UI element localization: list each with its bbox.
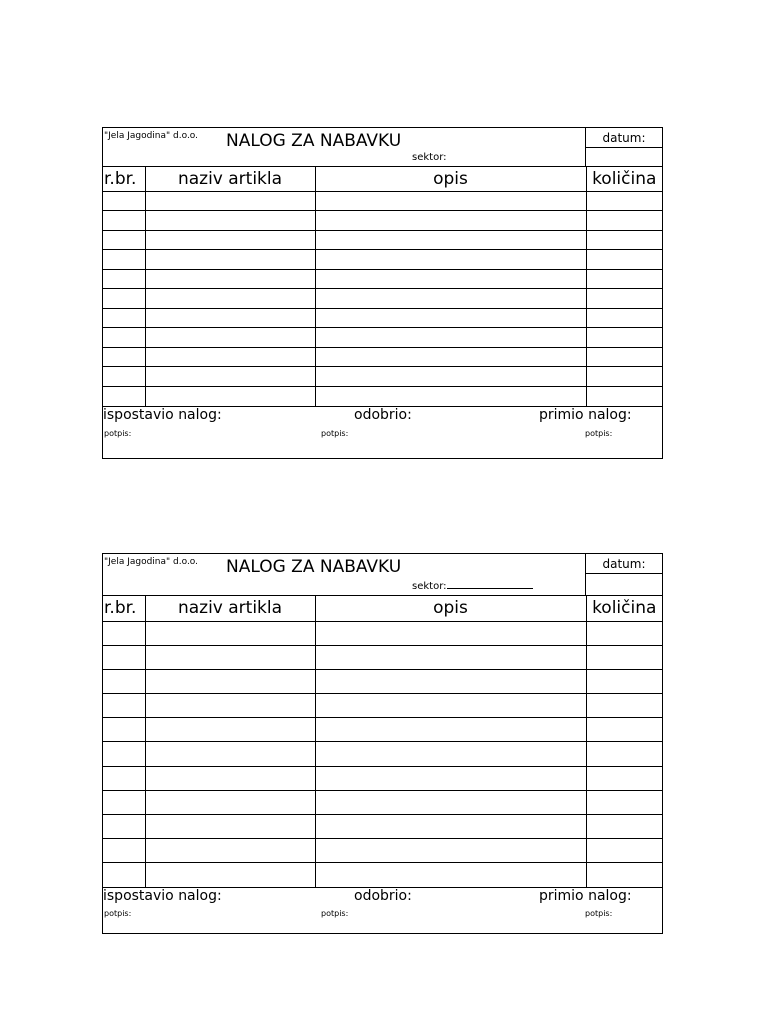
cell-naziv-artikla[interactable] (145, 230, 315, 250)
company-name: "Jela Jagodina" d.o.o. (104, 131, 199, 141)
cell-kolicina[interactable] (586, 328, 662, 348)
table-row (103, 386, 662, 406)
cell-kolicina[interactable] (586, 863, 662, 887)
cell-rbr[interactable] (103, 621, 145, 645)
items-table (103, 167, 662, 406)
cell-opis[interactable] (315, 766, 586, 790)
sektor-field[interactable] (412, 152, 447, 163)
datum-field[interactable] (586, 574, 662, 594)
datum-box (585, 128, 662, 166)
cell-kolicina[interactable] (586, 790, 662, 814)
potpis-label[interactable]: potpis: (321, 909, 349, 919)
cell-opis[interactable] (315, 367, 586, 387)
datum-label: datum: (586, 128, 662, 148)
cell-rbr[interactable] (103, 308, 145, 328)
cell-naziv-artikla[interactable] (145, 839, 315, 863)
potpis-label[interactable]: potpis: (585, 909, 613, 919)
col-header-rbr: r.br. (103, 167, 145, 191)
table-row (103, 718, 662, 742)
items-table (103, 596, 662, 887)
cell-naziv-artikla[interactable] (145, 621, 315, 645)
cell-rbr[interactable] (103, 863, 145, 887)
potpis-label[interactable]: potpis: (321, 428, 349, 438)
cell-kolicina[interactable] (586, 742, 662, 766)
signature-label-primio: primio nalog: (539, 406, 632, 423)
cell-kolicina[interactable] (586, 289, 662, 309)
cell-naziv-artikla[interactable] (145, 742, 315, 766)
purchase-order-form-1 (102, 127, 663, 459)
cell-naziv-artikla[interactable] (145, 694, 315, 718)
cell-naziv-artikla[interactable] (145, 669, 315, 693)
cell-kolicina[interactable] (586, 308, 662, 328)
cell-naziv-artikla[interactable] (145, 367, 315, 387)
table-row (103, 230, 662, 250)
table-row (103, 347, 662, 367)
potpis-label[interactable]: potpis: (104, 909, 132, 919)
cell-opis[interactable] (315, 621, 586, 645)
form-header (103, 554, 662, 596)
table-row (103, 742, 662, 766)
cell-naziv-artikla[interactable] (145, 191, 315, 211)
table-row (103, 328, 662, 348)
cell-opis[interactable] (315, 645, 586, 669)
cell-kolicina[interactable] (586, 347, 662, 367)
sektor-label: sektor: (412, 152, 447, 163)
cell-kolicina[interactable] (586, 645, 662, 669)
table-row (103, 863, 662, 887)
table-row (103, 269, 662, 289)
signature-label-ispostavio: ispostavio nalog: (103, 406, 222, 423)
table-row (103, 839, 662, 863)
cell-opis[interactable] (315, 718, 586, 742)
cell-kolicina[interactable] (586, 230, 662, 250)
potpis-label[interactable]: potpis: (585, 428, 613, 438)
cell-opis[interactable] (315, 347, 586, 367)
cell-kolicina[interactable] (586, 621, 662, 645)
cell-rbr[interactable] (103, 766, 145, 790)
table-row (103, 367, 662, 387)
cell-opis[interactable] (315, 308, 586, 328)
col-header-rbr: r.br. (103, 596, 145, 621)
cell-naziv-artikla[interactable] (145, 863, 315, 887)
col-header-opis: opis (315, 596, 586, 621)
table-row (103, 766, 662, 790)
cell-opis[interactable] (315, 386, 586, 406)
col-header-kolicina: količina (586, 167, 662, 191)
cell-opis[interactable] (315, 790, 586, 814)
cell-kolicina[interactable] (586, 269, 662, 289)
cell-kolicina[interactable] (586, 669, 662, 693)
table-row (103, 191, 662, 211)
cell-naziv-artikla[interactable] (145, 289, 315, 309)
cell-naziv-artikla[interactable] (145, 790, 315, 814)
cell-rbr[interactable] (103, 230, 145, 250)
col-header-opis: opis (315, 167, 586, 191)
cell-opis[interactable] (315, 191, 586, 211)
cell-rbr[interactable] (103, 742, 145, 766)
table-body (103, 191, 662, 406)
datum-label: datum: (586, 554, 662, 574)
sektor-label: sektor: (412, 581, 447, 592)
col-header-naziv-artikla: naziv artikla (145, 596, 315, 621)
signature-label-odobrio: odobrio: (354, 888, 412, 905)
company-name: "Jela Jagodina" d.o.o. (104, 557, 199, 567)
cell-naziv-artikla[interactable] (145, 645, 315, 669)
cell-kolicina[interactable] (586, 211, 662, 231)
signature-label-primio: primio nalog: (539, 888, 632, 905)
form-title: NALOG ZA NABAVKU (226, 557, 402, 577)
table-header-row (103, 596, 662, 621)
cell-rbr[interactable] (103, 815, 145, 839)
form-title: NALOG ZA NABAVKU (226, 131, 402, 151)
purchase-order-form-2 (102, 553, 663, 934)
cell-rbr[interactable] (103, 250, 145, 270)
cell-kolicina[interactable] (586, 839, 662, 863)
form-header (103, 128, 662, 167)
cell-naziv-artikla[interactable] (145, 328, 315, 348)
cell-kolicina[interactable] (586, 718, 662, 742)
table-row (103, 289, 662, 309)
cell-kolicina[interactable] (586, 367, 662, 387)
cell-rbr[interactable] (103, 191, 145, 211)
datum-box (585, 554, 662, 595)
cell-opis[interactable] (315, 742, 586, 766)
cell-naziv-artikla[interactable] (145, 718, 315, 742)
cell-rbr[interactable] (103, 211, 145, 231)
cell-naziv-artikla[interactable] (145, 386, 315, 406)
signature-area (103, 887, 662, 936)
cell-naziv-artikla[interactable] (145, 766, 315, 790)
cell-kolicina[interactable] (586, 815, 662, 839)
cell-rbr[interactable] (103, 669, 145, 693)
col-header-naziv-artikla: naziv artikla (145, 167, 315, 191)
cell-opis[interactable] (315, 815, 586, 839)
potpis-label[interactable]: potpis: (104, 428, 132, 438)
col-header-kolicina: količina (586, 596, 662, 621)
cell-opis[interactable] (315, 863, 586, 887)
cell-kolicina[interactable] (586, 386, 662, 406)
cell-rbr[interactable] (103, 790, 145, 814)
table-body (103, 621, 662, 887)
cell-rbr[interactable] (103, 694, 145, 718)
table-row (103, 790, 662, 814)
cell-rbr[interactable] (103, 718, 145, 742)
signature-label-ispostavio: ispostavio nalog: (103, 888, 222, 905)
table-row (103, 308, 662, 328)
cell-rbr[interactable] (103, 367, 145, 387)
cell-naziv-artikla[interactable] (145, 269, 315, 289)
cell-rbr[interactable] (103, 645, 145, 669)
cell-opis[interactable] (315, 269, 586, 289)
cell-naziv-artikla[interactable] (145, 347, 315, 367)
cell-rbr[interactable] (103, 839, 145, 863)
table-header-row (103, 167, 662, 191)
cell-rbr[interactable] (103, 347, 145, 367)
cell-opis[interactable] (315, 211, 586, 231)
cell-rbr[interactable] (103, 289, 145, 309)
table-row (103, 645, 662, 669)
cell-naziv-artikla[interactable] (145, 308, 315, 328)
sektor-underline (447, 579, 533, 589)
cell-naziv-artikla[interactable] (145, 211, 315, 231)
cell-opis[interactable] (315, 250, 586, 270)
table-row (103, 669, 662, 693)
cell-kolicina[interactable] (586, 766, 662, 790)
cell-naziv-artikla[interactable] (145, 250, 315, 270)
cell-opis[interactable] (315, 328, 586, 348)
table-row (103, 815, 662, 839)
cell-rbr[interactable] (103, 269, 145, 289)
cell-kolicina[interactable] (586, 250, 662, 270)
cell-opis[interactable] (315, 289, 586, 309)
table-row (103, 621, 662, 645)
table-row (103, 211, 662, 231)
cell-opis[interactable] (315, 694, 586, 718)
cell-kolicina[interactable] (586, 191, 662, 211)
table-row (103, 694, 662, 718)
cell-opis[interactable] (315, 230, 586, 250)
datum-field[interactable] (586, 148, 662, 165)
cell-opis[interactable] (315, 669, 586, 693)
sektor-field[interactable] (412, 579, 533, 592)
signature-area (103, 406, 662, 460)
cell-rbr[interactable] (103, 386, 145, 406)
table-row (103, 250, 662, 270)
cell-naziv-artikla[interactable] (145, 815, 315, 839)
cell-kolicina[interactable] (586, 694, 662, 718)
signature-label-odobrio: odobrio: (354, 406, 412, 423)
cell-rbr[interactable] (103, 328, 145, 348)
cell-opis[interactable] (315, 839, 586, 863)
